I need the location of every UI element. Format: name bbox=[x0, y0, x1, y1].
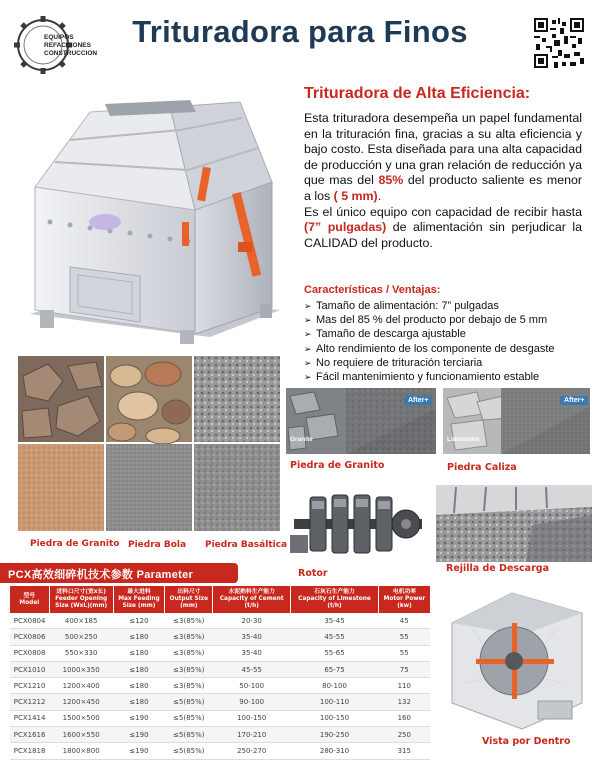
table-cell: ≤3(85%) bbox=[165, 645, 213, 661]
table-cell: ≤180 bbox=[113, 661, 165, 677]
crusher-machine-illustration bbox=[10, 82, 300, 352]
table-cell: ≤190 bbox=[113, 710, 165, 726]
parameter-title: PCX高效细碎机技术参数 Parameter bbox=[8, 569, 194, 581]
table-cell: 35-40 bbox=[213, 629, 291, 645]
table-cell: ≤5(85%) bbox=[165, 743, 213, 759]
inch-highlight: (7” pulgadas) bbox=[304, 220, 387, 235]
table-cell: ≤180 bbox=[113, 629, 165, 645]
discharge-grate-photo bbox=[436, 485, 592, 562]
table-cell: ≤3(85%) bbox=[165, 678, 213, 694]
table-cell: 35-40 bbox=[213, 645, 291, 661]
after-tag: After+ bbox=[560, 396, 588, 405]
table-cell: 55 bbox=[379, 629, 431, 645]
table-cell: PCX1010 bbox=[10, 661, 49, 677]
table-cell: ≤5(85%) bbox=[165, 694, 213, 710]
table-cell: 1200×400 bbox=[49, 678, 113, 694]
table-cell: ≤190 bbox=[113, 743, 165, 759]
limestone-tag: Limestone bbox=[447, 436, 480, 443]
section-subtitle: Trituradora de Alta Eficiencia: bbox=[304, 85, 531, 102]
table-cell: PCX1818 bbox=[10, 743, 49, 759]
logo-line-2: REFACCIONES bbox=[44, 42, 91, 49]
page-title: Trituradora para Finos bbox=[132, 14, 468, 49]
table-cell: 100-150 bbox=[291, 710, 379, 726]
table-cell: 160 bbox=[379, 710, 431, 726]
caption-rotor: Rotor bbox=[298, 568, 328, 579]
arrow-bullet-icon: ➢ bbox=[304, 315, 312, 326]
table-cell: PCX1210 bbox=[10, 678, 49, 694]
table-cell: ≤190 bbox=[113, 727, 165, 743]
percent-highlight: 85% bbox=[378, 173, 404, 188]
stone-samples-grid bbox=[18, 356, 280, 531]
table-cell: 400×185 bbox=[49, 613, 113, 629]
description-part: . bbox=[377, 188, 382, 203]
table-cell: PCX0808 bbox=[10, 645, 49, 661]
parameter-header-row bbox=[10, 586, 430, 613]
feature-item: ➢ Mas del 85 % del producto por debajo de 5 mm bbox=[304, 314, 548, 327]
arrow-bullet-icon: ➢ bbox=[304, 343, 312, 354]
table-cell: 1200×450 bbox=[49, 694, 113, 710]
table-cell: 110 bbox=[379, 678, 431, 694]
table-cell: ≤180 bbox=[113, 694, 165, 710]
table-cell: 132 bbox=[379, 694, 431, 710]
header-model: 型号 Model bbox=[10, 586, 49, 613]
table-cell: 45-55 bbox=[291, 629, 379, 645]
table-cell: 100-110 bbox=[291, 694, 379, 710]
table-cell: 170-210 bbox=[213, 727, 291, 743]
caption-granito: Piedra de Granito bbox=[290, 460, 385, 471]
table-row bbox=[10, 613, 430, 629]
table-cell: 80-100 bbox=[291, 678, 379, 694]
table-cell: ≤3(85%) bbox=[165, 613, 213, 629]
table-cell: ≤3(85%) bbox=[165, 661, 213, 677]
table-cell: 315 bbox=[379, 743, 431, 759]
table-cell: 1600×550 bbox=[49, 727, 113, 743]
stone-label-basaltica: Piedra Basáltica bbox=[205, 540, 288, 550]
table-cell: 35-45 bbox=[291, 613, 379, 629]
logo-line-1: EQUIPOS bbox=[44, 34, 74, 41]
table-cell: 250-270 bbox=[213, 743, 291, 759]
description-text bbox=[304, 111, 582, 251]
rotor-photo bbox=[288, 483, 428, 565]
caption-caliza: Piedra Caliza bbox=[447, 462, 517, 473]
table-cell: 1500×500 bbox=[49, 710, 113, 726]
caption-vista: Vista por Dentro bbox=[482, 736, 571, 747]
parameter-table bbox=[10, 586, 430, 760]
qr-code-icon[interactable] bbox=[534, 18, 584, 68]
table-cell: 250 bbox=[379, 727, 431, 743]
description-part: Esta trituradora desempeña un papel fundamental en la trituración fina, gracias a su alta eficiencia y bajo costo. Esta diseñada para una alta capacidad de producción y una gran relación de reducción ya que mas del bbox=[304, 111, 582, 188]
stone-label-granito: Piedra de Granito bbox=[30, 539, 120, 549]
feature-item: ➢ Tamaño de alimentación: 7” pulgadas bbox=[304, 300, 499, 312]
feature-item: ➢ Alto rendimiento de los componente de desgaste bbox=[304, 342, 555, 355]
table-cell: 500×250 bbox=[49, 629, 113, 645]
arrow-bullet-icon: ➢ bbox=[304, 372, 312, 383]
table-cell: 45-55 bbox=[213, 661, 291, 677]
feature-item: ➢ No requiere de trituración terciaria bbox=[304, 356, 483, 369]
table-cell: PCX0804 bbox=[10, 613, 49, 629]
table-row bbox=[10, 645, 430, 661]
arrow-bullet-icon: ➢ bbox=[304, 357, 312, 368]
parameter-table-body bbox=[10, 613, 430, 759]
table-row bbox=[10, 661, 430, 677]
table-cell: 100-150 bbox=[213, 710, 291, 726]
table-row bbox=[10, 694, 430, 710]
table-cell: 280-310 bbox=[291, 743, 379, 759]
after-tag: After+ bbox=[404, 396, 432, 405]
logo-text bbox=[44, 34, 97, 58]
table-cell: PCX1414 bbox=[10, 710, 49, 726]
table-cell: ≤180 bbox=[113, 645, 165, 661]
logo-line-3: CONSTRUCCION bbox=[44, 50, 98, 57]
arrow-bullet-icon: ➢ bbox=[304, 301, 312, 311]
description-part: Es el único equipo con capacidad de recibir hasta bbox=[304, 204, 582, 219]
table-cell: ≤5(85%) bbox=[165, 710, 213, 726]
description-part: de alimentación sin perjudicar la CALIDAD del producto. bbox=[304, 220, 582, 250]
table-row bbox=[10, 678, 430, 694]
table-cell: 55-65 bbox=[291, 645, 379, 661]
table-cell: 1000×350 bbox=[49, 661, 113, 677]
header-limestone: 石灰石生产能力 Capacity of Limestone (t/h) bbox=[291, 586, 379, 613]
features-title: Características / Ventajas: bbox=[304, 284, 441, 296]
feature-item: ➢ Fácil mantenimiento y funcionamiento estable bbox=[304, 371, 540, 384]
table-cell: 75 bbox=[379, 661, 431, 677]
feature-item: ➢ Tamaño de descarga ajustable bbox=[304, 328, 466, 341]
table-cell: 45 bbox=[379, 613, 431, 629]
table-row bbox=[10, 743, 430, 759]
table-cell: 55 bbox=[379, 645, 431, 661]
table-cell: 50-100 bbox=[213, 678, 291, 694]
table-row bbox=[10, 629, 430, 645]
table-cell: 550×330 bbox=[49, 645, 113, 661]
table-cell: ≤5(85%) bbox=[165, 727, 213, 743]
table-row bbox=[10, 710, 430, 726]
granite-tag: Granite bbox=[290, 436, 313, 443]
header-cement: 水泥熟料生产能力 Capacity of Cement (t/h) bbox=[213, 586, 291, 613]
inside-view-illustration bbox=[442, 583, 592, 733]
table-cell: PCX0806 bbox=[10, 629, 49, 645]
stone-label-bola: Piedra Bola bbox=[128, 540, 187, 550]
table-cell: ≤3(85%) bbox=[165, 629, 213, 645]
table-cell: 20-30 bbox=[213, 613, 291, 629]
header-output: 出料尺寸 Output Size (mm) bbox=[165, 586, 213, 613]
table-cell: 90-100 bbox=[213, 694, 291, 710]
description-part: del producto saliente es menor a los bbox=[304, 173, 582, 203]
caption-rejilla: Rejilla de Descarga bbox=[446, 563, 549, 574]
table-cell: PCX1616 bbox=[10, 727, 49, 743]
table-cell: 65-75 bbox=[291, 661, 379, 677]
table-row bbox=[10, 727, 430, 743]
table-cell: ≤180 bbox=[113, 678, 165, 694]
table-cell: PCX1212 bbox=[10, 694, 49, 710]
table-cell: ≤120 bbox=[113, 613, 165, 629]
header-feeder: 进料口尺寸(宽x长) Feeder Opening Size (WxL)(mm) bbox=[49, 586, 113, 613]
table-cell: 1800×800 bbox=[49, 743, 113, 759]
size-highlight: ( 5 mm) bbox=[333, 188, 378, 203]
header-power: 电机功率 Motor Power (kw) bbox=[379, 586, 431, 613]
arrow-bullet-icon: ➢ bbox=[304, 329, 312, 340]
header-maxfeed: 最大进料 Max Feeding Size (mm) bbox=[113, 586, 165, 613]
table-cell: 190-250 bbox=[291, 727, 379, 743]
features-list bbox=[304, 299, 594, 384]
